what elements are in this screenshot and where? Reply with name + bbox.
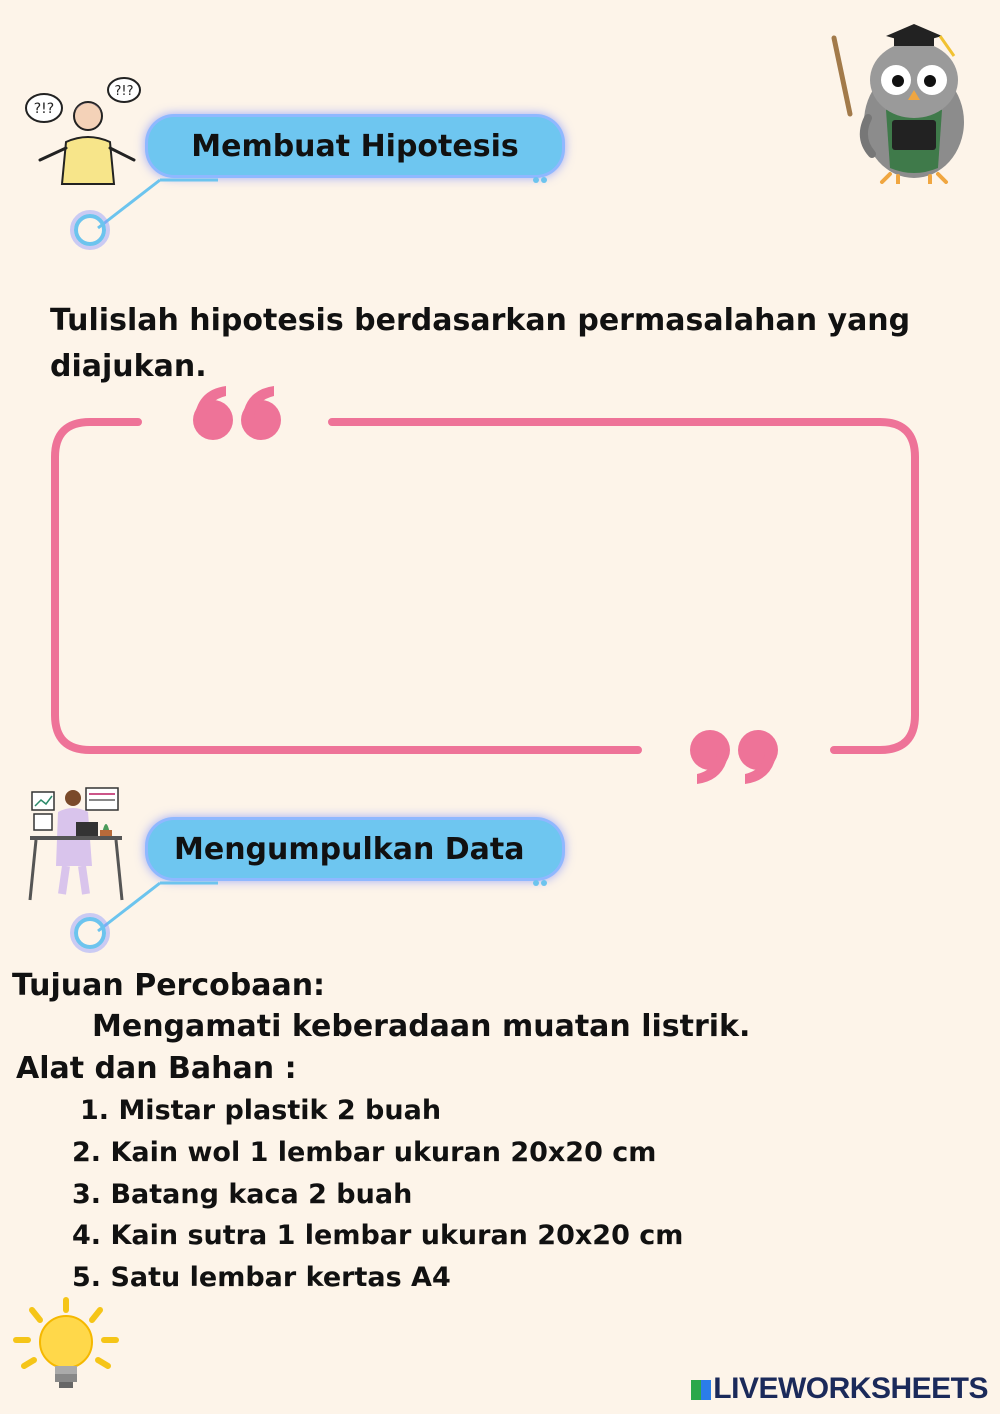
hypothesis-answer-field[interactable] (80, 455, 884, 719)
section-title-mengumpulkan-data (148, 820, 562, 878)
section-title-text: Mengumpulkan Data (174, 831, 525, 867)
list-item: 1. Mistar plastik 2 buah (80, 1095, 442, 1126)
pill-connector (60, 172, 560, 252)
instruction-line-2: diajukan. (50, 349, 207, 384)
close-quote-icon (690, 730, 778, 784)
instruction-line-1: Tulislah hipotesis berdasarkan permasalahan yang (50, 303, 911, 338)
list-item: 4. Kain sutra 1 lembar ukuran 20x20 cm (72, 1220, 684, 1251)
alat-heading: Alat dan Bahan : (16, 1051, 297, 1086)
tujuan-text: Mengamati keberadaan muatan listrik. (92, 1009, 751, 1044)
section-title-text: Membuat Hipotesis (191, 128, 519, 164)
brand-name: LIVEWORKSHEETS (713, 1372, 988, 1405)
owl-teacher-icon (828, 18, 970, 184)
brand-mark-icon (691, 1380, 711, 1400)
list-item: 5. Satu lembar kertas A4 (72, 1262, 451, 1293)
svg-text:?!?: ?!? (33, 101, 55, 117)
open-quote-icon (193, 386, 281, 440)
tujuan-heading: Tujuan Percobaan: (12, 968, 326, 1003)
svg-text:?!?: ?!? (114, 84, 134, 99)
pill-connector (60, 875, 560, 955)
list-item: 3. Batang kaca 2 buah (72, 1179, 413, 1210)
instruction-text (50, 298, 950, 390)
lightbulb-icon (10, 1296, 122, 1396)
list-item: 2. Kain wol 1 lembar ukuran 20x20 cm (72, 1137, 657, 1168)
section-title-membuat-hipotesis (148, 117, 562, 175)
brand-logo (691, 1372, 988, 1406)
